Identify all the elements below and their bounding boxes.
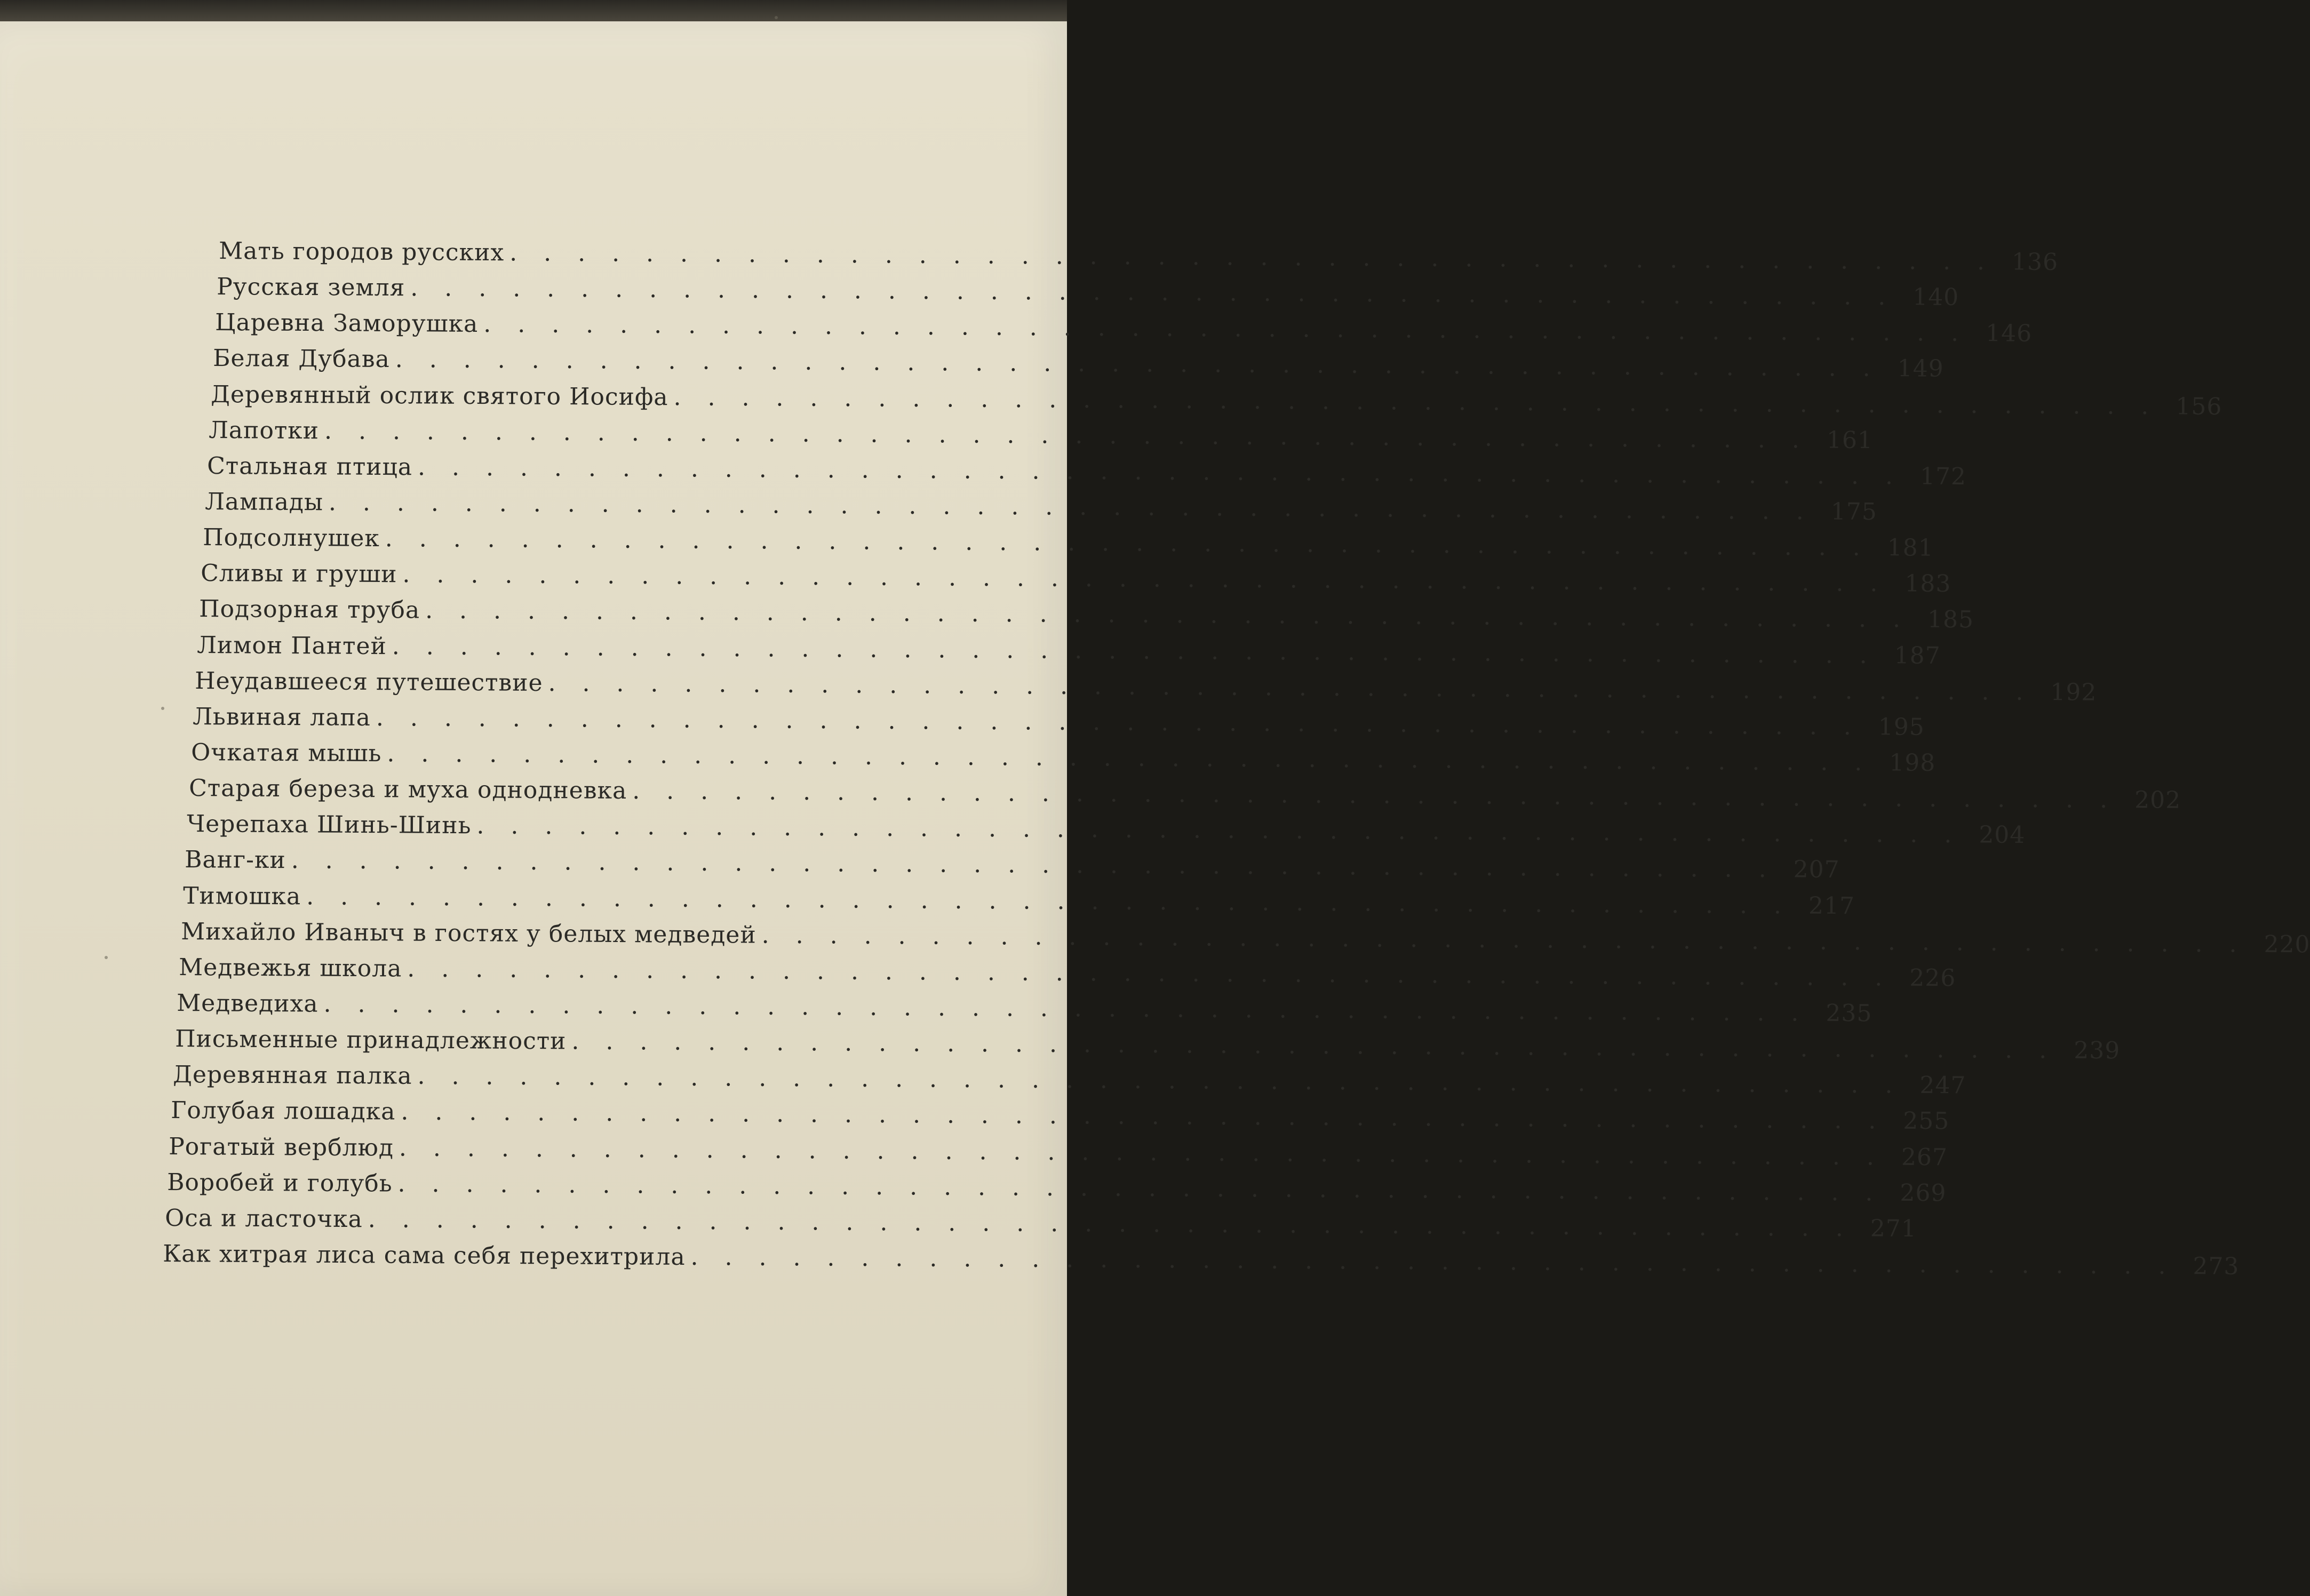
page-top-shadow — [0, 0, 1067, 21]
toc-entry-page: 140 — [1913, 283, 1959, 312]
toc-entry-page: 226 — [1909, 964, 1956, 992]
toc-leader-dots: . . . . . . . . . . . . . . . . . . . . . . . . . . . . . . . . . . . . . . . . . . . . — [291, 847, 1776, 883]
toc-entry — [203, 521, 1934, 562]
toc-entry-title: Черепаха Шинь-Шинь — [187, 810, 472, 840]
toc-entry-title: Мать городов русских — [219, 237, 505, 267]
toc-leader-dots: . . . . . . . . . . . . . . . . . . . . . . . . . . . . . . . . . . . . . . . . . . . . — [425, 597, 1910, 634]
toc-leader-dots: . . . . . . . . . . . . . . . . . . . . . . . . . . . . . . . . . . . . . . . . . . . . — [690, 1243, 2176, 1280]
toc-leader-dots: . . . . . . . . . . . . . . . . . . . . . . . . . . . . . . . . . . . . . . . . . . . . — [571, 1027, 2056, 1064]
toc-entry-page: 198 — [1889, 749, 1935, 777]
toc-leader-dots: . . . . . . . . . . . . . . . . . . . . . . . . . . . . . . . . . . . . . . . . . . . . — [324, 417, 1810, 454]
toc-entry — [198, 593, 1974, 634]
toc-entry — [179, 951, 1956, 992]
toc-entry-title: Михайло Иваныч в гостях у белых медведей — [180, 917, 756, 949]
paper-speck — [775, 16, 778, 19]
toc-entry-page: 269 — [1899, 1179, 1947, 1207]
toc-entry — [195, 665, 2097, 706]
toc-leader-dots: . . . . . . . . . . . . . . . . . . . . . . . . . . . . . . . . . . . . . . . . . . . . — [397, 1170, 1883, 1207]
toc-leader-dots: . . . . . . . . . . . . . . . . . . . . . . . . . . . . . . . . . . . . . . . . . . . . — [399, 1134, 1884, 1171]
toc-leader-dots: . . . . . . . . . . . . . . . . . . . . . . . . . . . . . . . . . . . . . . . . . . . . — [395, 346, 1880, 382]
toc-entry-title: Сливы и груши — [201, 560, 397, 588]
toc-entry — [212, 342, 1944, 383]
toc-leader-dots: . . . . . . . . . . . . . . . . . . . . . . . . . . . . . . . . . . . . . . . . . . . . — [376, 704, 1861, 740]
toc-leader-dots: . . . . . . . . . . . . . . . . . . . . . . . . . . . . . . . . . . . . . . . . . . . . — [417, 1063, 1902, 1099]
toc-entry — [187, 808, 2026, 849]
toc-entry-page: 149 — [1897, 355, 1944, 383]
toc-entry-title: Неудавшееся путешествие — [195, 667, 543, 697]
toc-entry — [174, 1023, 2120, 1065]
toc-leader-dots: . . . . . . . . . . . . . . . . . . . . . . . . . . . . . . . . . . . . . . . . . . . . — [417, 453, 1902, 490]
toc-entry — [164, 1202, 1917, 1242]
toc-entry — [172, 1058, 1966, 1099]
toc-entry-page: 172 — [1919, 462, 1966, 490]
toc-entry-page: 202 — [2134, 786, 2181, 814]
toc-entry-page: 273 — [2193, 1252, 2240, 1280]
toc-entry-title: Царевна Заморушка — [214, 309, 478, 338]
toc-leader-dots: . . . . . . . . . . . . . . . . . . . . . . . . . . . . . . . . . . . . . . . . . . . . — [483, 310, 1968, 347]
toc-leader-dots: . . . . . . . . . . . . . . . . . . . . . . . . . . . . . . . . . . . . . . . . . . . . — [761, 921, 2247, 958]
toc-leader-dots: . . . . . . . . . . . . . . . . . . . . . . . . . . . . . . . . . . . . . . . . . . . . — [328, 489, 1813, 525]
toc-leader-dots: . . . . . . . . . . . . . . . . . . . . . . . . . . . . . . . . . . . . . . . . . . . . — [392, 632, 1877, 669]
toc-entry-title: Деревянный ослик святого Иосифа — [211, 380, 668, 411]
toc-entry-page: 156 — [2176, 393, 2223, 420]
toc-entry — [211, 378, 2223, 420]
toc-entry-page: 183 — [1905, 570, 1951, 598]
toc-entry-title: Белая Дубава — [212, 345, 390, 373]
toc-entry-title: Письменные принадлежности — [174, 1025, 567, 1055]
toc-entry-page: 235 — [1826, 999, 1873, 1027]
toc-entry-title: Стальная птица — [206, 452, 412, 481]
toc-entry — [169, 1130, 1948, 1171]
toc-entry-title: Подсолнушек — [203, 524, 380, 553]
toc-entry-page: 217 — [1808, 892, 1855, 920]
toc-leader-dots: . . . . . . . . . . . . . . . . . . . . . . . . . . . . . . . . . . . . . . . . . . . . — [632, 777, 2117, 814]
toc-entry-page: 271 — [1870, 1215, 1917, 1242]
toc-entry-title: Подзорная труба — [198, 595, 420, 624]
toc-entry-title: Лампады — [204, 488, 323, 516]
toc-entry-title: Голубая лошадка — [171, 1097, 396, 1126]
toc-entry — [180, 915, 2310, 959]
toc-entry-page: 192 — [2050, 678, 2097, 706]
toc-entry-title: Львиная лапа — [193, 703, 371, 731]
toc-leader-dots: . . . . . . . . . . . . . . . . . . . . . . . . . . . . . . . . . . . . . . . . . . . . — [306, 882, 1791, 919]
toc-entry-page: 239 — [2073, 1036, 2120, 1065]
toc-entry — [177, 987, 1873, 1027]
book-page — [0, 21, 2310, 1596]
toc-entry-page: 181 — [1887, 534, 1934, 562]
toc-entry-page: 175 — [1830, 498, 1877, 526]
toc-entry-title: Деревянная палка — [172, 1061, 412, 1090]
toc-entry — [219, 235, 2059, 276]
toc-entry — [188, 772, 2181, 814]
toc-entry-page: 204 — [1979, 821, 2026, 849]
toc-entry — [182, 880, 1855, 920]
toc-entry-title: Ванг-ки — [185, 846, 286, 874]
toc-entry-page: 187 — [1894, 641, 1941, 669]
toc-leader-dots: . . . . . . . . . . . . . . . . . . . . . . . . . . . . . . . . . . . . . . . . . . . . — [368, 1206, 1853, 1242]
toc-entry — [196, 629, 1941, 669]
toc-leader-dots: . . . . . . . . . . . . . . . . . . . . . . . . . . . . . . . . . . . . . . . . . . . . — [407, 955, 1892, 992]
table-of-contents — [0, 21, 2310, 1596]
toc-entry-page: 207 — [1793, 856, 1840, 884]
toc-entry — [166, 1166, 1947, 1207]
toc-entry-page: 146 — [1985, 320, 2032, 348]
toc-entry-page: 255 — [1903, 1107, 1950, 1135]
toc-entry-title: Воробей и голубь — [166, 1168, 393, 1198]
toc-entry-title: Оса и ласточка — [164, 1204, 363, 1233]
toc-leader-dots: . . . . . . . . . . . . . . . . . . . . . . . . . . . . . . . . . . . . . . . . . . . . — [385, 525, 1870, 562]
toc-entry — [190, 736, 1935, 777]
toc-leader-dots: . . . . . . . . . . . . . . . . . . . . . . . . . . . . . . . . . . . . . . . . . . . . — [509, 239, 1995, 276]
toc-entry-page: 161 — [1826, 426, 1874, 454]
toc-leader-dots: . . . . . . . . . . . . . . . . . . . . . . . . . . . . . . . . . . . . . . . . . . . . — [402, 561, 1887, 597]
toc-entry-page: 136 — [2011, 248, 2059, 276]
toc-leader-dots: . . . . . . . . . . . . . . . . . . . . . . . . . . . . . . . . . . . . . . . . . . . . — [410, 274, 1895, 311]
toc-entry — [171, 1094, 1950, 1135]
toc-entry — [193, 700, 1925, 741]
toc-leader-dots: . . . . . . . . . . . . . . . . . . . . . . . . . . . . . . . . . . . . . . . . . . . . — [673, 383, 2158, 420]
toc-entry-title: Очкатая мышь — [190, 739, 382, 768]
toc-entry — [201, 557, 1951, 598]
toc-entry — [206, 450, 1966, 490]
toc-entry-title: Русская земля — [217, 273, 405, 302]
toc-leader-dots: . . . . . . . . . . . . . . . . . . . . . . . . . . . . . . . . . . . . . . . . . . . . — [476, 812, 1962, 849]
toc-entry — [209, 414, 1874, 454]
toc-entry-page: 185 — [1927, 606, 1974, 634]
toc-entry — [204, 485, 1877, 526]
toc-entry-page: 195 — [1878, 713, 1925, 741]
toc-entry-title: Медведиха — [177, 989, 319, 1018]
toc-entry — [217, 270, 1959, 312]
toc-entry-title: Лапотки — [209, 416, 320, 444]
toc-entry-page: 220 — [2264, 930, 2310, 959]
toc-entry-title: Тимошка — [182, 882, 301, 910]
toc-leader-dots: . . . . . . . . . . . . . . . . . . . . . . . . . . . . . . . . . . . . . . . . . . . . — [386, 740, 1871, 777]
toc-entry-title: Старая береза и муха однодневка — [188, 775, 627, 805]
toc-entry-title: Как хитрая лиса сама себя перехитрила — [163, 1240, 686, 1271]
toc-entry — [185, 843, 1840, 884]
toc-entry-page: 247 — [1919, 1072, 1966, 1099]
toc-entry-page: 267 — [1901, 1143, 1948, 1171]
toc-entry — [214, 306, 2032, 348]
toc-leader-dots: . . . . . . . . . . . . . . . . . . . . . . . . . . . . . . . . . . . . . . . . . . . . — [323, 990, 1809, 1027]
toc-leader-dots: . . . . . . . . . . . . . . . . . . . . . . . . . . . . . . . . . . . . . . . . . . . . — [548, 669, 2033, 706]
toc-leader-dots: . . . . . . . . . . . . . . . . . . . . . . . . . . . . . . . . . . . . . . . . . . . . — [401, 1098, 1886, 1135]
toc-entry-title: Медвежья школа — [179, 953, 402, 983]
toc-entry — [163, 1238, 2240, 1280]
toc-entry-title: Лимон Пантей — [196, 631, 387, 660]
toc-entry-title: Рогатый верблюд — [169, 1132, 394, 1162]
